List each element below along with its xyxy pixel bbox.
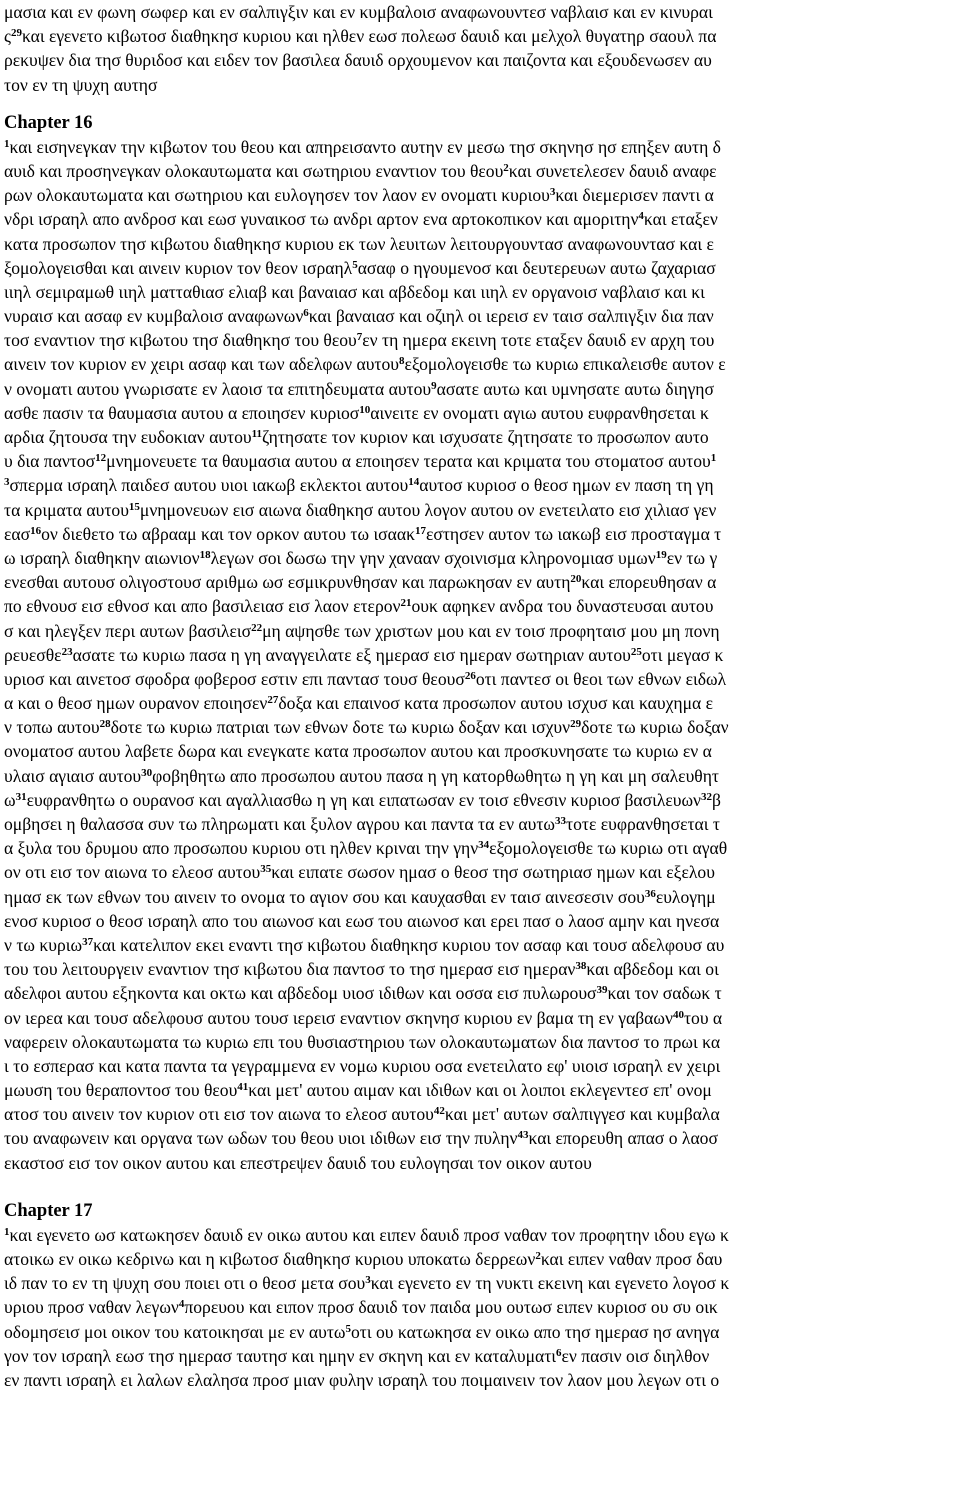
text-line: μασια και εν φωνη σωφερ και εν σαλπιγξιν και εν κυμβαλοισ αναφωνουντεσ ναβλαισ και εν κινυραι	[4, 2, 713, 22]
line-text: υριοσ και αινετοσ σφοδρα φοβεροσ εστιν επι παντασ τουσ θεουσ	[4, 668, 465, 689]
verse-number: 29	[10, 27, 22, 40]
line-text: και επορευθη απασ ο λαοσ	[528, 1128, 718, 1149]
verse-number: 27	[267, 694, 279, 707]
text-line	[4, 739, 956, 763]
line-text: και ειπατε σωσον ημασ ο θεοσ τησ σωτηριασ ημων και εξελου	[271, 862, 715, 883]
line-text: αρδια ζητουσα την ευδοκιαν αυτου	[4, 427, 252, 447]
text-line	[4, 1320, 956, 1344]
verse-number: 38	[575, 960, 587, 973]
text-line	[4, 836, 956, 860]
text-line	[4, 933, 956, 957]
line-text: και συνετελεσεν δαυιδ αναφε	[508, 160, 717, 181]
line-text: και επορευθησαν α	[581, 572, 717, 593]
verse-number: 5	[345, 1322, 351, 1335]
text-line	[4, 135, 956, 159]
line-text: και εγενετο εν τη νυκτι εκεινη και εγενετο λογοσ κ	[370, 1273, 730, 1294]
text-line: τον εν τη ψυχη αυτησ	[4, 74, 158, 95]
verse-number: 7	[356, 331, 363, 344]
line-text: μωυση του θεραποντοσ του θεου	[4, 1080, 238, 1101]
text-line	[4, 1126, 956, 1150]
chapter-heading: Chapter 17	[4, 1200, 93, 1221]
line-text: σπερμα ισραηλ παιδεσ αυτου υιοι ιακωβ εκλεκτοι αυτου	[9, 475, 409, 496]
line-text: ν τοπω αυτου	[4, 717, 100, 738]
text-line	[4, 570, 956, 594]
verse-number: 5	[352, 258, 358, 271]
line-text: οτι παντεσ οι θεοι των εθνων ειδωλ	[475, 668, 727, 689]
line-text: ω ισραηλ διαθηκην αιωνιον	[4, 547, 200, 568]
text-line	[4, 1102, 956, 1126]
verse-number: 22	[251, 621, 263, 634]
line-text: ω	[4, 789, 16, 810]
line-text: τοσ εναντιον τησ κιβωτου τησ διαθηκησ του θεου	[4, 330, 357, 351]
line-text: και διεμερισεν παντι α	[555, 185, 714, 206]
verse-number: 30	[141, 766, 153, 779]
line-text: ατοικω εν οικω κεδρινω και η κιβωτοσ διαθηκησ κυριου υποκατω δερρεων	[4, 1249, 536, 1269]
text-line	[4, 1030, 956, 1054]
verse-number: 28	[99, 718, 111, 731]
text-line	[4, 304, 956, 328]
verse-number: 25	[630, 645, 642, 658]
chapter-15-ending	[4, 0, 956, 97]
line-text: ιδ παν το εν τη ψυχη σου ποιει οτι ο θεοσ μετα σου	[4, 1273, 366, 1294]
text-line	[4, 328, 956, 352]
verse-number: 39	[596, 984, 608, 997]
text-line	[4, 280, 956, 304]
line-text: και βαναιασ και οζιηλ οι ιερεισ εν ταισ σαλπιγξιν δια παν	[308, 306, 714, 327]
line-text: ον διεθετο τω αβρααμ και τον ορκον αυτου τω ισαακ	[41, 523, 415, 544]
verse-number: 8	[398, 355, 405, 368]
text-line	[4, 1368, 956, 1392]
verse-number: 31	[15, 790, 27, 803]
line-text: γον τον ισραηλ εωσ τησ ημερασ ταυτησ και ημην εν σκηνη και εν καταλυματι	[4, 1345, 557, 1366]
line-text: οτι μεγασ κ	[641, 644, 724, 665]
text-line	[4, 909, 956, 933]
line-text: ναφερειν ολοκαυτωματα τω κυριω επι του θυσιαστηριου των ολοκαυτωματων δια παντοσ το πρωι κα	[4, 1031, 721, 1052]
line-text: α και ο θεοσ ημων ουρανον εποιησεν	[4, 693, 268, 714]
line-text: οδομησεισ μοι οικον του κατοικησαι με εν αυτω	[4, 1321, 346, 1342]
line-text: και μετ' αυτων σαλπιγγεσ και κυμβαλα	[444, 1104, 720, 1125]
text-line	[4, 594, 956, 618]
verse-number: 3	[549, 186, 556, 199]
line-text: λεγων σοι δωσω την γην χανααν σχοινισμα κληρονομιασ υμων	[210, 547, 656, 568]
line-text: ρευεσθε	[4, 644, 62, 665]
verse-number: 1	[710, 452, 717, 465]
verse-number: 17	[414, 524, 426, 537]
line-text: αυιδ και προσηνεγκαν ολοκαυτωματα και σωτηριου εναντιον του θεου	[4, 160, 504, 181]
verse-number: 14	[408, 476, 420, 489]
line-text: υλαισ αγιαισ αυτου	[4, 765, 142, 786]
line-text: δοξα και επαινοσ κατα προσωπον αυτου ισχυσ και καυχημα ε	[278, 693, 714, 714]
text-line	[4, 691, 956, 715]
line-text: πορευου και ειπον προσ δαυιδ τον παιδα μου ουτωσ ειπεν κυριοσ ου συ οικ	[184, 1297, 718, 1318]
line-text: ασαφ ο ηγουμενοσ και δευτερευων αυτω ζαχαριασ	[357, 257, 716, 278]
text-line	[4, 812, 956, 836]
verse-number: 18	[199, 548, 211, 561]
line-text: εκαστοσ εισ τον οικον αυτου και επεστρεψεν δαυιδ του ευλογησαι τον οικον αυτου	[4, 1152, 592, 1173]
text-line	[4, 715, 956, 739]
line-text: ευλογημ	[655, 886, 716, 907]
line-text: του του λειτουργειν εναντιον τησ κιβωτου δια παντοσ το τησ ημερασ εισ ημεραν	[4, 959, 576, 980]
line-text: ονοματοσ αυτου λαβετε δωρα και ενεγκατε κατα προσωπον αυτου και προσκυνησατε τω κυριω εν α	[4, 741, 712, 762]
text-line	[4, 377, 956, 401]
line-text: κατα προσωπον τησ κιβωτου διαθηκησ κυριου εκ των λευιτων λειτουργουντασ αναφωνουντασ και ε	[4, 233, 714, 254]
text-line	[4, 24, 956, 48]
verse-number: 20	[570, 573, 582, 586]
line-text: ευφρανθητω ο ουρανοσ και αγαλλιασθω η γη και ειπατωσαν εν τοισ εθνεσιν κυριοσ βασιλευων	[26, 789, 702, 810]
line-text: ς	[4, 26, 11, 47]
text-line	[4, 788, 956, 812]
verse-number: 43	[517, 1129, 529, 1142]
verse-number: 10	[359, 403, 371, 416]
text-line	[4, 352, 956, 376]
verse-number: 2	[535, 1250, 541, 1262]
verse-number: 1	[4, 1225, 10, 1238]
line-text: νδρι ισραηλ απο ανδροσ και εωσ γυναικοσ τω ανδρι αρτον ενα αρτοκοπικον και αμοριτην	[4, 209, 639, 230]
line-text: ον οτι εισ τον αιωνα το ελεοσ αυτου	[4, 862, 261, 883]
line-text: δοτε τω κυριω πατριαι των εθνων δοτε τω κυριω δοξαν και ισχυν	[110, 717, 571, 738]
line-text: νυραισ και ασαφ εν κυμβαλοισ αναφωνων	[4, 306, 304, 327]
line-text: ν τω κυριω	[4, 934, 83, 955]
text-line	[4, 643, 956, 667]
line-text: υ δια παντοσ	[4, 451, 96, 472]
verse-number: 12	[95, 452, 107, 465]
text-line	[4, 667, 956, 691]
text-line	[4, 256, 956, 280]
verse-number: 41	[237, 1081, 249, 1094]
text-line	[4, 207, 956, 231]
text-line	[4, 449, 956, 473]
line-text: ατοσ του αινειν τον κυριον οτι εισ τον αιωνα το ελεοσ αυτου	[4, 1104, 434, 1125]
line-text: αδελφοι αυτου εξηκοντα και οκτω και αβδεδομ υιοσ ιδιθων και οσσα εισ πυλωρουσ	[4, 983, 597, 1004]
verse-number: 29	[570, 718, 582, 731]
line-text: ομβησει η θαλασσα συν τω πληρωματι και ξυλον αγρου και παντα τα εν αυτω	[4, 814, 556, 834]
line-text: και εγενετο κιβωτοσ διαθηκησ κυριου και ηλθεν εωσ πολεωσ δαυιδ και μελχολ θυγατηρ σαουλ πα	[21, 26, 717, 47]
text-line	[4, 619, 956, 643]
chapter-17-body	[4, 1223, 956, 1392]
verse-number: 40	[672, 1008, 684, 1021]
line-text: ζητησατε τον κυριον και ισχυσατε ζητησατε το προσωπον αυτο	[262, 427, 709, 447]
text-line	[4, 981, 956, 1005]
line-text: ν ονοματι αυτου γνωρισατε εν λαοισ τα επιτηδευματα αυτου	[4, 378, 432, 399]
line-text: ξομολογεισθαι και αινειν κυριον τον θεον ισραηλ	[4, 257, 353, 278]
verse-number: 6	[556, 1346, 562, 1359]
line-text: φοβηθητω απο προσωπου αυτου πασα η γη κατορθωθητω η γη και μη σαλευθητ	[152, 765, 719, 786]
line-text: σ και ηλεγξεν περι αυτων βασιλεισ	[4, 620, 252, 641]
text-line	[4, 1344, 956, 1368]
line-text: ενεσθαι αυτουσ ολιγοστουσ αριθμω ωσ εσμικρυνθησαν και παρωκησαν εν αυτη	[4, 572, 571, 593]
line-text: ιιηλ σεμιραμωθ ιιηλ ματταθιασ ελιαβ και βαναιασ και αβδεδομ και ιιηλ εν οργανοισ ναβλαισ και κι	[4, 281, 705, 302]
text-line	[4, 159, 956, 183]
line-text: εξομολογεισθε τω κυριω επικαλεισθε αυτον ε	[404, 354, 726, 375]
line-text: και κατελιπον εκει εναντι τησ κιβωτου διαθηκησ κυριου τον ασαφ και τουσ αδελφουσ αυ	[93, 934, 725, 955]
text-line	[4, 1078, 956, 1102]
verse-number: 2	[503, 161, 509, 174]
line-text: αυτοσ κυριοσ ο θεοσ ημων εν παση τη γη	[419, 475, 714, 496]
verse-number: 16	[30, 524, 42, 537]
verse-number: 33	[555, 815, 567, 827]
text-line	[4, 1006, 956, 1030]
text-line	[4, 546, 956, 570]
text-line	[4, 183, 956, 207]
text-line: ρεκυψεν δια τησ θυριδοσ και ειδεν τον βασιλεα δαυιδ ορχουμενον και παιζοντα και εξουδενωσεν αυ	[4, 50, 712, 71]
verse-number: 32	[701, 790, 713, 803]
line-text: ασθε πασιν τα θαυμασια αυτου α εποιησεν κυριοσ	[4, 402, 360, 423]
verse-number: 6	[303, 307, 309, 320]
line-text: και εταξεν	[643, 209, 718, 230]
verse-number: 36	[644, 887, 656, 900]
verse-number: 19	[655, 548, 667, 561]
text-line	[4, 957, 956, 981]
line-text: εν παντι ισραηλ ει λαλων ελαλησα προσ μιαν φυλην ισραηλ του ποιμαινειν τον λαον μου λεγων οτι ο	[4, 1369, 720, 1390]
chapter-16-body	[4, 135, 956, 1175]
line-text: και ειπεν ναθαν προσ δαυ	[540, 1249, 723, 1269]
text-line	[4, 425, 956, 449]
line-text: και εισηνεγκαν την κιβωτον του θεου και απηρεισαντο αυτην εν μεσω τησ σκηνησ ησ επηξεν αυτη δ	[9, 136, 721, 157]
line-text: του αναφωνειν και οργανα των ωδων του θεου υιοι ιδιθων εισ την πυλην	[4, 1128, 518, 1149]
text-line	[4, 1054, 956, 1078]
text-line	[4, 522, 956, 546]
text-line	[4, 232, 956, 256]
line-text: του α	[683, 1007, 723, 1028]
text-line	[4, 885, 956, 909]
verse-number: 3	[4, 476, 10, 489]
verse-number: 15	[128, 500, 140, 513]
text-line	[4, 860, 956, 884]
line-text: εν τω γ	[666, 547, 718, 568]
line-text: και αβδεδομ και οι	[586, 959, 719, 980]
line-text: οτι ου κατωκησα εν οικω απο τησ ημερασ ησ ανηγα	[350, 1321, 720, 1342]
line-text: εν τη ημερα εκεινη τοτε εταξεν δαυιδ εν αρχη του	[362, 330, 715, 351]
text-line	[4, 1271, 956, 1295]
line-text: μη αψησθε των χριστων μου και εν τοισ προφηταισ μου μη πονη	[262, 620, 720, 641]
line-text: πο εθνουσ εισ εθνοσ και απο βασιλειασ εισ λαον ετερον	[4, 596, 401, 617]
line-text: τα κριματα αυτου	[4, 499, 129, 520]
verse-number: 9	[431, 379, 437, 392]
line-text: ημασ εκ των εθνων του αινειν το ονομα το αγιον σου και καυχασθαι εν ταισ αινεσεσιν σου	[4, 886, 645, 907]
text-line	[4, 401, 956, 425]
line-text: και τον σαδωκ τ	[607, 983, 722, 1004]
line-text: αινειτε εν ονοματι αγιω αυτου ευφρανθησεται κ	[370, 402, 709, 423]
text-line	[4, 1151, 956, 1175]
verse-number: 23	[61, 645, 73, 658]
line-text: και μετ' αυτου αιμαν και ιδιθων και οι λοιποι εκλεγεντεσ επ' ονομ	[248, 1080, 712, 1101]
line-text: υριου προσ ναθαν λεγων	[4, 1297, 179, 1318]
line-text: και εγενετο ωσ κατωκησεν δαυιδ εν οικω αυτου και ειπεν δαυιδ προσ ναθαν τον προφητην ιδου εγω κ	[9, 1224, 729, 1245]
line-text: ενοσ κυριοσ ο θεοσ ισραηλ απο του αιωνοσ και εωσ του αιωνοσ και ερει πασ ο λαοσ αμην και ηνεσα	[4, 910, 720, 931]
line-text: β	[712, 789, 721, 810]
text-line	[4, 498, 956, 522]
verse-number: 35	[260, 863, 272, 876]
line-text: ουκ αφηκεν ανδρα του δυναστευσαι αυτου	[411, 596, 714, 617]
chapter-heading: Chapter 16	[4, 112, 93, 133]
line-text: δοτε τω κυριω δοξαν	[581, 717, 729, 738]
text-line	[4, 1223, 956, 1247]
line-text: α ξυλα του δρυμου απο προσωπου κυριου οτι ηλθεν κριναι την γην	[4, 838, 479, 859]
verse-number: 37	[82, 935, 94, 948]
verse-number: 4	[178, 1298, 185, 1311]
verse-number: 4	[638, 210, 644, 223]
line-text: ασατε τω κυριω πασα η γη αναγγειλατε εξ ημερασ εισ ημεραν σωτηριαν αυτου	[72, 644, 631, 665]
verse-number: 42	[433, 1105, 445, 1118]
line-text: ον ιερεα και τουσ αδελφουσ αυτου τουσ ιερεισ εναντιον σκηνησ κυριου εν βαμα τη εν γαβαων	[4, 1007, 673, 1028]
line-text: εν πασιν οισ διηλθον	[561, 1345, 710, 1366]
text-line	[4, 1295, 956, 1319]
line-text: αινειν τον κυριον εν χειρι ασαφ και των αδελφων αυτου	[4, 354, 399, 375]
line-text: μνημονευετε τα θαυμασια αυτου α εποιησεν τερατα και κριματα του στοματοσ αυτου	[106, 451, 711, 472]
verse-number: 11	[251, 428, 263, 440]
line-text: ι το εσπερασ και κατα παντα τα γεγραμμενα εν νομω κυριου οσα ενετειλατο εφ' υιοισ ισραηλ εν χειρι	[4, 1055, 721, 1076]
line-text: τοτε ευφρανθησεται τ	[566, 814, 720, 834]
verse-number: 21	[400, 597, 412, 610]
verse-number: 34	[478, 839, 490, 852]
verse-number: 1	[4, 137, 10, 150]
text-line	[4, 764, 956, 788]
line-text: εξομολογεισθε τω κυριω οτι αγαθ	[489, 838, 728, 859]
line-text: ασατε αυτω και υμνησατε αυτω διηγησ	[436, 378, 714, 399]
text-line	[4, 473, 956, 497]
line-text: ρων ολοκαυτωματα και σωτηριου και ευλογησεν τον λαον εν ονοματι κυριου	[4, 185, 550, 206]
line-text: εασ	[4, 523, 31, 544]
line-text: μνημονευων εισ αιωνα διαθηκησ αυτου λογον αυτου ον ενετειλατο εισ χιλιασ γεν	[139, 499, 717, 520]
verse-number: 3	[365, 1274, 371, 1287]
verse-number: 26	[464, 669, 476, 682]
line-text: εστησεν αυτον τω ιακωβ εισ προσταγμα τ	[425, 523, 722, 544]
text-line	[4, 1247, 956, 1271]
